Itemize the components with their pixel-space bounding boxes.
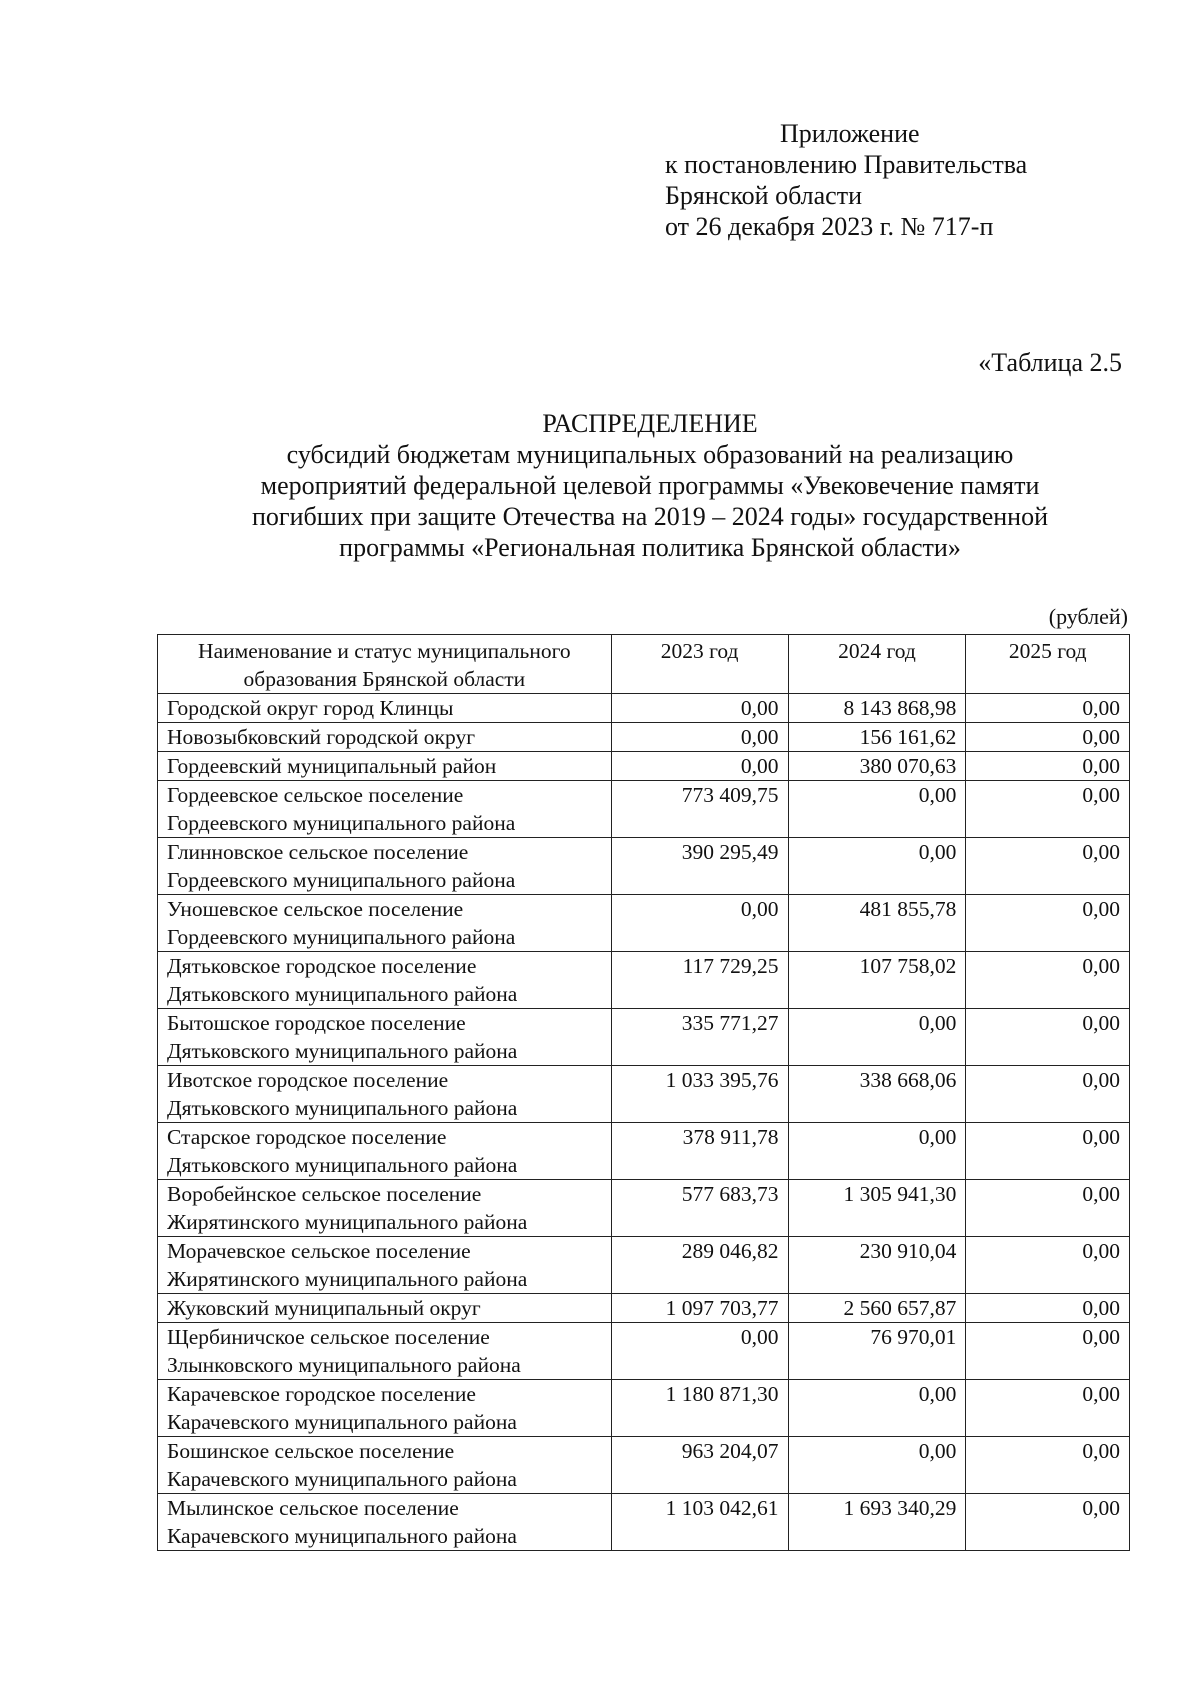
municipality-name-line: Уношевское сельское поселение [167, 897, 464, 921]
municipality-name-line: Ивотское городское поселение [167, 1068, 449, 1092]
amount-2025-cell: 0,00 [966, 1380, 1130, 1437]
municipality-name-cell [158, 1380, 612, 1437]
amount-2024-cell: 380 070,63 [788, 752, 966, 781]
municipality-name-line: Щербиничское сельское поселение [167, 1325, 490, 1349]
table-row [158, 1323, 1130, 1380]
amount-2023-cell: 335 771,27 [611, 1009, 788, 1066]
amount-2024-cell: 2 560 657,87 [788, 1294, 966, 1323]
municipality-name-cell [158, 752, 612, 781]
municipality-name-line: Гордеевского муниципального района [167, 811, 516, 835]
municipality-name-line: Гордеевского муниципального района [167, 925, 516, 949]
amount-2025-cell: 0,00 [966, 1294, 1130, 1323]
amount-2023-cell: 773 409,75 [611, 781, 788, 838]
amount-2025-cell: 0,00 [966, 781, 1130, 838]
municipality-name-line: Карачевского муниципального района [167, 1524, 517, 1548]
table-row [158, 1494, 1130, 1551]
title-line: погибших при защите Отечества на 2019 – 2024 годы» государственной [251, 502, 1049, 531]
header-2023: 2023 год [611, 635, 788, 694]
municipality-name-cell [158, 781, 612, 838]
municipality-name-line: Гордеевский муниципальный район [167, 754, 497, 778]
header-municipality [158, 635, 612, 694]
document-title [160, 408, 1140, 563]
amount-2024-cell: 0,00 [788, 781, 966, 838]
municipality-name-cell [158, 1494, 612, 1551]
amount-2024-cell: 0,00 [788, 1380, 966, 1437]
amount-2025-cell: 0,00 [966, 1323, 1130, 1380]
amount-2023-cell: 1 180 871,30 [611, 1380, 788, 1437]
table-label: «Таблица 2.5 [978, 348, 1122, 377]
municipality-name-line: Бошинское сельское поселение [167, 1439, 455, 1463]
amount-2024-cell: 1 305 941,30 [788, 1180, 966, 1237]
title-line: мероприятий федеральной целевой программы «Увековечение памяти [260, 471, 1040, 500]
municipality-name-line: Гордеевское сельское поселение [167, 783, 464, 807]
amount-2023-cell: 289 046,82 [611, 1237, 788, 1294]
municipality-name-line: Карачевского муниципального района [167, 1467, 517, 1491]
municipality-name-line: Новозыбковский городской округ [167, 725, 476, 749]
table-body [158, 694, 1130, 1551]
amount-2023-cell: 0,00 [611, 752, 788, 781]
municipality-name-line: Дятьковского муниципального района [167, 1039, 518, 1063]
amount-2024-cell: 76 970,01 [788, 1323, 966, 1380]
table-row [158, 1437, 1130, 1494]
municipality-name-line: Злынковского муниципального района [167, 1353, 521, 1377]
municipality-name-line: Жирятинского муниципального района [167, 1267, 528, 1291]
header-2024: 2024 год [788, 635, 966, 694]
amount-2023-cell: 0,00 [611, 723, 788, 752]
header-2025: 2025 год [966, 635, 1130, 694]
distribution-table [157, 634, 1130, 1551]
municipality-name-cell [158, 1123, 612, 1180]
municipality-name-line: Дятьковского муниципального района [167, 982, 518, 1006]
municipality-name-cell [158, 952, 612, 1009]
amount-2024-cell: 8 143 868,98 [788, 694, 966, 723]
municipality-name-cell [158, 838, 612, 895]
municipality-name-cell [158, 694, 612, 723]
amount-2024-cell: 0,00 [788, 1123, 966, 1180]
amount-2025-cell: 0,00 [966, 1237, 1130, 1294]
municipality-name-line: Воробейнское сельское поселение [167, 1182, 482, 1206]
amount-2024-cell: 230 910,04 [788, 1237, 966, 1294]
amount-2025-cell: 0,00 [966, 1437, 1130, 1494]
table-row [158, 781, 1130, 838]
amount-2024-cell: 0,00 [788, 1437, 966, 1494]
municipality-name-line: Карачевского муниципального района [167, 1410, 517, 1434]
table-row [158, 952, 1130, 1009]
title-line: программы «Региональная политика Брянской области» [339, 533, 961, 562]
amount-2023-cell: 0,00 [611, 1323, 788, 1380]
municipality-name-line: Мылинское сельское поселение [167, 1496, 459, 1520]
municipality-name-line: Городской округ город Клинцы [167, 696, 454, 720]
appendix-line: Брянской области [665, 181, 862, 210]
appendix-line: к постановлению Правительства [665, 150, 1028, 179]
amount-2024-cell: 107 758,02 [788, 952, 966, 1009]
amount-2023-cell: 577 683,73 [611, 1180, 788, 1237]
municipality-name-line: Дятьковского муниципального района [167, 1153, 518, 1177]
appendix-header [665, 118, 1027, 242]
table-row [158, 838, 1130, 895]
amount-2024-cell: 0,00 [788, 1009, 966, 1066]
municipality-name-line: Старское городское поселение [167, 1125, 447, 1149]
amount-2025-cell: 0,00 [966, 752, 1130, 781]
amount-2023-cell: 390 295,49 [611, 838, 788, 895]
header-text: Наименование и статус муниципального [198, 639, 571, 663]
table-row [158, 1237, 1130, 1294]
appendix-date-number: от 26 декабря 2023 г. № 717-п [665, 212, 994, 241]
appendix-title: Приложение [780, 119, 920, 148]
table-row [158, 1180, 1130, 1237]
municipality-name-cell [158, 723, 612, 752]
amount-2025-cell: 0,00 [966, 1494, 1130, 1551]
table-header-row [158, 635, 1130, 694]
table-row [158, 895, 1130, 952]
municipality-name-cell [158, 1437, 612, 1494]
municipality-name-line: Жирятинского муниципального района [167, 1210, 528, 1234]
municipality-name-line: Жуковский муниципальный округ [167, 1296, 481, 1320]
title-heading: РАСПРЕДЕЛЕНИЕ [542, 409, 758, 438]
amount-2023-cell: 1 097 703,77 [611, 1294, 788, 1323]
municipality-name-cell [158, 1009, 612, 1066]
units-label: (рублей) [1048, 604, 1128, 629]
amount-2025-cell: 0,00 [966, 1066, 1130, 1123]
amount-2025-cell: 0,00 [966, 895, 1130, 952]
amount-2024-cell: 1 693 340,29 [788, 1494, 966, 1551]
amount-2023-cell: 0,00 [611, 694, 788, 723]
table-row [158, 1009, 1130, 1066]
amount-2023-cell: 378 911,78 [611, 1123, 788, 1180]
municipality-name-line: Гордеевского муниципального района [167, 868, 516, 892]
amount-2024-cell: 0,00 [788, 838, 966, 895]
table-row [158, 723, 1130, 752]
table-row [158, 1066, 1130, 1123]
amount-2025-cell: 0,00 [966, 694, 1130, 723]
amount-2025-cell: 0,00 [966, 1009, 1130, 1066]
title-line: субсидий бюджетам муниципальных образований на реализацию [286, 440, 1014, 469]
municipality-name-cell [158, 1180, 612, 1237]
municipality-name-cell [158, 1237, 612, 1294]
amount-2025-cell: 0,00 [966, 1123, 1130, 1180]
municipality-name-line: Дятьковского муниципального района [167, 1096, 518, 1120]
amount-2024-cell: 156 161,62 [788, 723, 966, 752]
table-row [158, 1380, 1130, 1437]
amount-2025-cell: 0,00 [966, 1180, 1130, 1237]
amount-2025-cell: 0,00 [966, 838, 1130, 895]
municipality-name-line: Морачевское сельское поселение [167, 1239, 471, 1263]
municipality-name-cell [158, 1294, 612, 1323]
amount-2024-cell: 481 855,78 [788, 895, 966, 952]
amount-2023-cell: 1 033 395,76 [611, 1066, 788, 1123]
municipality-name-line: Карачевское городское поселение [167, 1382, 476, 1406]
amount-2023-cell: 117 729,25 [611, 952, 788, 1009]
table-row [158, 1123, 1130, 1180]
municipality-name-cell [158, 895, 612, 952]
amount-2023-cell: 0,00 [611, 895, 788, 952]
amount-2025-cell: 0,00 [966, 952, 1130, 1009]
municipality-name-cell [158, 1323, 612, 1380]
municipality-name-line: Дятьковское городское поселение [167, 954, 477, 978]
table-row [158, 1294, 1130, 1323]
amount-2023-cell: 963 204,07 [611, 1437, 788, 1494]
table-row [158, 752, 1130, 781]
table-row [158, 694, 1130, 723]
municipality-name-line: Бытошское городское поселение [167, 1011, 466, 1035]
municipality-name-cell [158, 1066, 612, 1123]
amount-2024-cell: 338 668,06 [788, 1066, 966, 1123]
header-text: образования Брянской области [243, 667, 526, 691]
amount-2025-cell: 0,00 [966, 723, 1130, 752]
municipality-name-line: Глинновское сельское поселение [167, 840, 469, 864]
amount-2023-cell: 1 103 042,61 [611, 1494, 788, 1551]
